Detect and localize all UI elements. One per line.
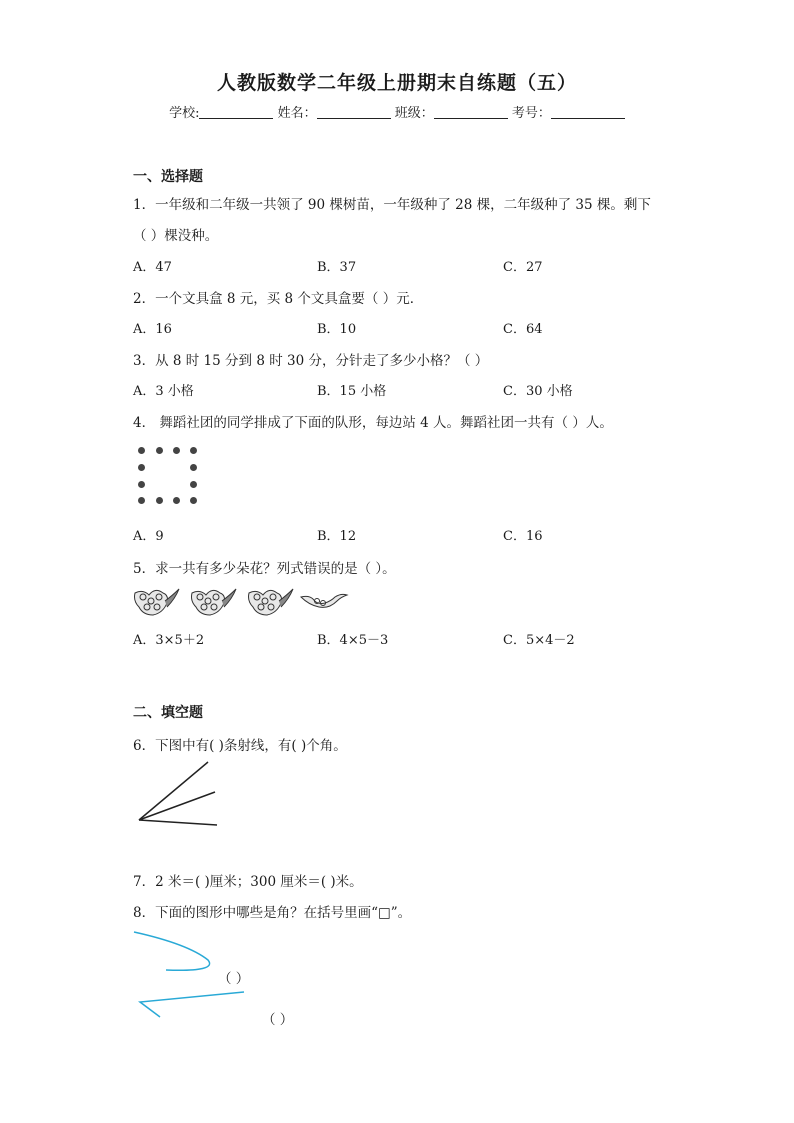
dot bbox=[190, 481, 197, 488]
dot bbox=[190, 447, 197, 454]
flower-bunch-icon bbox=[192, 589, 237, 615]
exam-no-label: 考号： bbox=[511, 106, 551, 121]
question-4: 4． 舞蹈社团的同学排成了下面的队形，每边站 4 人。舞蹈社团一共有（ ）人。 bbox=[133, 415, 613, 431]
question-1-line2: （ ）棵没种。 bbox=[133, 228, 219, 244]
student-info-line bbox=[0, 102, 794, 121]
dot bbox=[138, 497, 145, 504]
dot bbox=[173, 447, 180, 454]
question-1-line1: 1．一年级和二年级一共领了 90 棵树苗，一年级种了 28 棵，二年级种了 35 棵。剩下 bbox=[133, 197, 651, 213]
class-label: 班级： bbox=[394, 106, 434, 121]
dot bbox=[156, 447, 163, 454]
question-5-option-c[interactable]: C．5×4－2 bbox=[503, 633, 575, 648]
ray-line bbox=[139, 762, 208, 820]
section-heading-choice: 一、选择题 bbox=[133, 169, 203, 185]
exam-no-blank[interactable] bbox=[551, 104, 625, 119]
ray-line bbox=[139, 820, 217, 825]
name-blank[interactable] bbox=[317, 104, 391, 119]
curved-shape-figure bbox=[134, 932, 210, 970]
answer-paren-1[interactable]: （ ） bbox=[218, 971, 250, 987]
dot bbox=[173, 497, 180, 504]
name-label: 姓名： bbox=[277, 106, 317, 121]
question-7: 7．2 米＝( )厘米；300 厘米＝( )米。 bbox=[133, 874, 363, 890]
answer-paren-2[interactable]: （ ） bbox=[262, 1012, 294, 1028]
dot bbox=[190, 464, 197, 471]
page-title: 人教版数学二年级上册期末自练题（五） bbox=[216, 72, 577, 94]
question-5-option-b[interactable]: B．4×5－3 bbox=[317, 633, 389, 648]
dot bbox=[190, 497, 197, 504]
question-3: 3．从 8 时 15 分到 8 时 30 分，分针走了多少小格？（ ） bbox=[133, 353, 489, 369]
question-2-option-b[interactable]: B．10 bbox=[317, 322, 357, 337]
section-heading-fill-in: 二、填空题 bbox=[133, 705, 203, 721]
question-1-option-a[interactable]: A．47 bbox=[133, 260, 172, 275]
question-3-option-b[interactable]: B．15 小格 bbox=[317, 384, 387, 399]
question-8: 8．下面的图形中哪些是角？在括号里画“□”。 bbox=[133, 905, 412, 921]
dot bbox=[156, 497, 163, 504]
dot bbox=[138, 464, 145, 471]
question-4-option-b[interactable]: B．12 bbox=[317, 529, 357, 544]
angle-shape-figure bbox=[140, 992, 244, 1017]
dot bbox=[138, 481, 145, 488]
dot bbox=[138, 447, 145, 454]
question-1-option-c[interactable]: C．27 bbox=[503, 260, 543, 275]
question-2-option-c[interactable]: C．64 bbox=[503, 322, 543, 337]
ray-line bbox=[139, 792, 215, 820]
flower-bunch-icon bbox=[135, 589, 180, 615]
rays-figure bbox=[135, 758, 225, 830]
question-5: 5．求一共有多少朵花？列式错误的是（ ）。 bbox=[133, 561, 396, 577]
question-2-option-a[interactable]: A．16 bbox=[133, 322, 172, 337]
question-3-option-c[interactable]: C．30 小格 bbox=[503, 384, 573, 399]
flower-bunches-figure bbox=[133, 585, 353, 619]
question-4-option-c[interactable]: C．16 bbox=[503, 529, 543, 544]
question-2: 2．一个文具盒 8 元，买 8 个文具盒要（ ）元． bbox=[133, 291, 424, 307]
question-5-option-a[interactable]: A．3×5＋2 bbox=[133, 633, 205, 648]
question-1-option-b[interactable]: B．37 bbox=[317, 260, 357, 275]
question-4-option-a[interactable]: A．9 bbox=[133, 529, 164, 544]
question-3-option-a[interactable]: A．3 小格 bbox=[133, 384, 194, 399]
school-blank[interactable] bbox=[199, 104, 273, 119]
small-flower-sprig-icon bbox=[301, 594, 347, 607]
question-6: 6．下图中有( )条射线，有( )个角。 bbox=[133, 738, 347, 754]
flower-bunch-icon bbox=[249, 589, 294, 615]
class-blank[interactable] bbox=[434, 104, 508, 119]
school-label: 学校: bbox=[169, 106, 200, 121]
